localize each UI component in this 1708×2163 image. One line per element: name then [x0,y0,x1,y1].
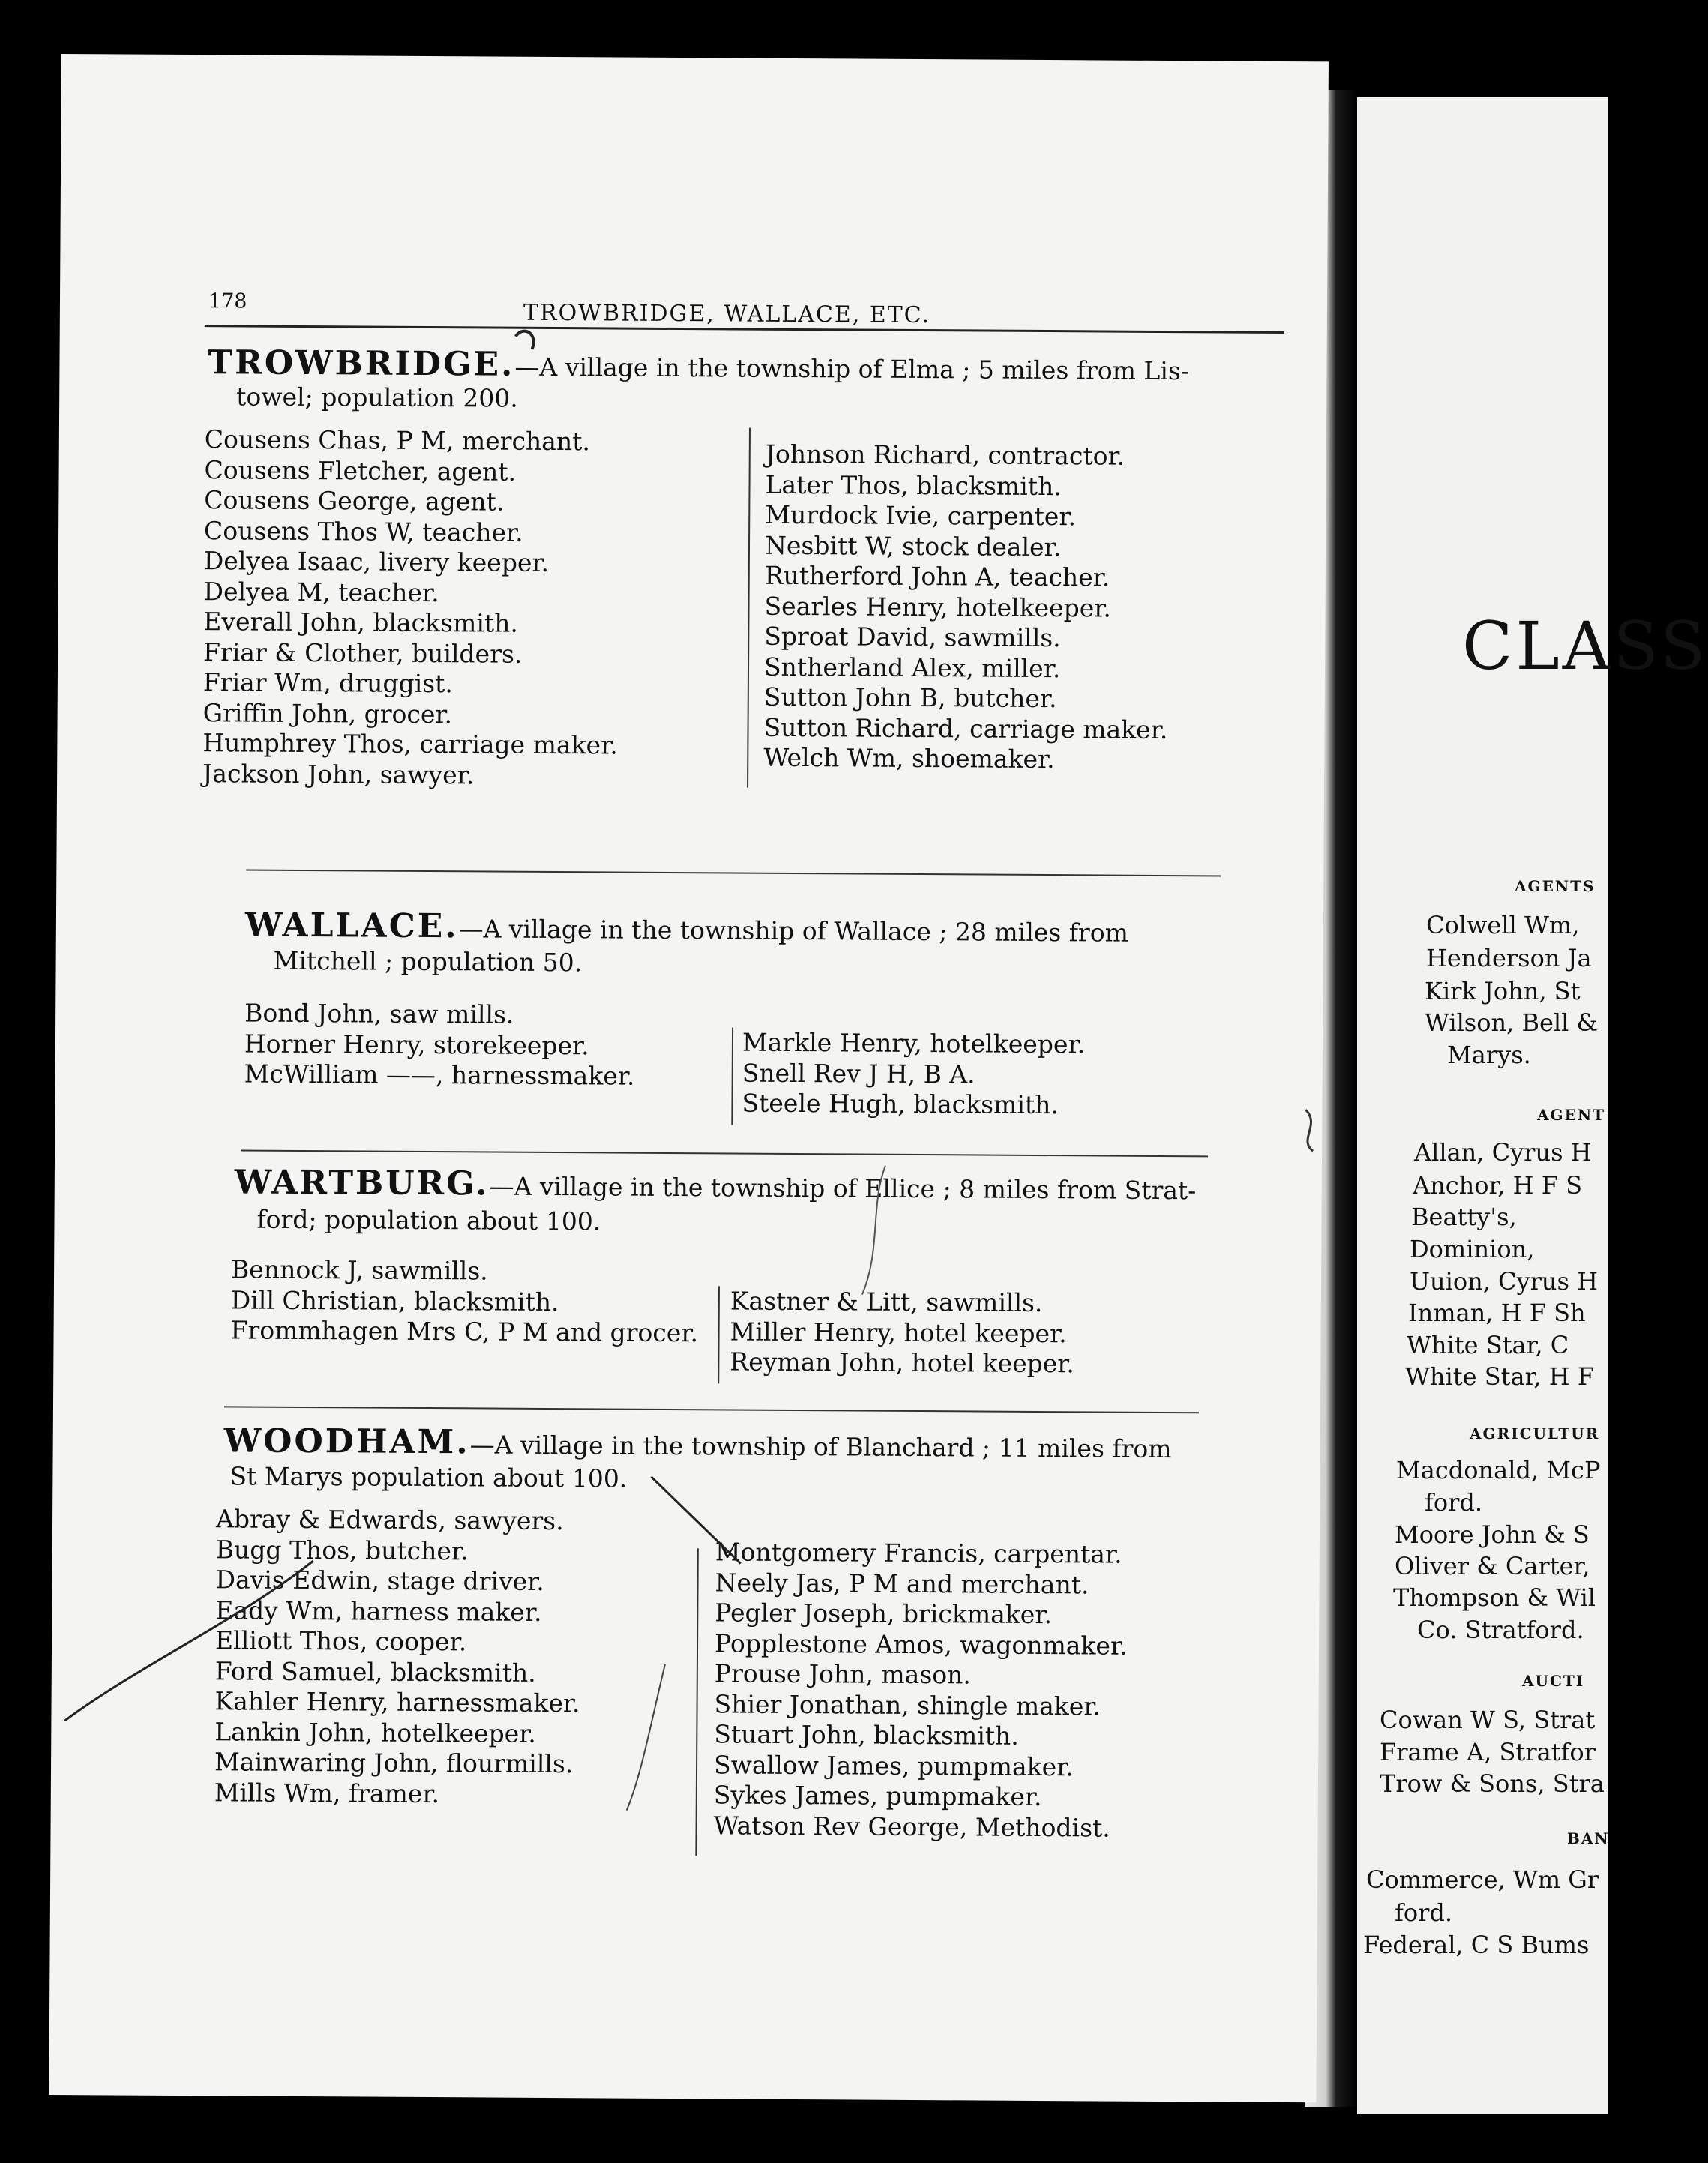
right-entry: Macdonald, McP [1396,1456,1601,1484]
section-description: —A village in the township of Blanchard ; 11 miles from [469,1430,1172,1464]
right-entry: Beatty's, [1411,1203,1517,1231]
right-entry: Colwell Wm, [1426,911,1580,939]
directory-entry: Prouse John, mason. [714,1658,972,1690]
right-entry: Oliver & Carter, [1395,1552,1590,1580]
directory-entry: Elliott Thos, cooper. [214,1625,467,1657]
directory-entry: Cousens George, agent. [204,485,505,517]
directory-entry: Snell Rev J H, B A. [742,1058,975,1089]
directory-entry: Everall John, blacksmith. [203,607,519,638]
directory-entry: Pegler Joseph, brickmaker. [715,1598,1053,1630]
right-entry: Commerce, Wm Gr [1366,1865,1599,1894]
directory-entry: Ford Samuel, blacksmith. [214,1655,536,1688]
right-entry: Thompson & Wil [1393,1583,1596,1612]
directory-entry: Later Thos, blacksmith. [765,469,1062,501]
directory-entry: Bugg Thos, butcher. [215,1534,469,1565]
directory-entry: Abray & Edwards, sawyers. [215,1504,564,1536]
directory-entry: Mainwaring John, flourmills. [214,1747,574,1779]
directory-entry: Cousens Chas, P M, merchant. [204,424,591,457]
directory-entry: Rutherford John A, teacher. [764,560,1110,592]
left-page [49,54,1329,2102]
directory-entry: Bond John, saw mills. [244,998,514,1029]
directory-entry: McWilliam ——, harnessmaker. [244,1059,635,1091]
right-entry: Kirk John, St [1425,977,1581,1005]
page-number: 178 [208,289,247,313]
directory-entry: Cousens Fletcher, agent. [204,454,517,487]
right-entry: Co. Stratford. [1417,1616,1584,1644]
place-name: WALLACE. [244,906,459,946]
directory-entry: Montgomery Francis, carpentar. [715,1537,1122,1569]
directory-entry: Frommhagen Mrs C, P M and grocer. [230,1315,699,1348]
running-head: TROWBRIDGE, WALLACE, ETC. [523,299,931,329]
directory-entry: Murdock Ivie, carpenter. [765,499,1077,532]
directory-entry: Nesbitt W, stock dealer. [764,530,1062,562]
directory-entry: Eady Wm, harness maker. [215,1595,542,1627]
directory-entry: Swallow James, pumpmaker. [713,1749,1074,1781]
right-entry: Moore John & S [1395,1520,1590,1549]
directory-entry: Markle Henry, hotelkeeper. [742,1027,1086,1059]
directory-entry: Friar Wm, druggist. [202,667,453,699]
directory-entry: Watson Rev George, Methodist. [713,1810,1110,1843]
right-entry: Uuion, Cyrus H [1410,1267,1598,1296]
right-entry: Wilson, Bell & [1425,1008,1599,1037]
right-entry: White Star, C [1407,1331,1569,1359]
directory-entry: Johnson Richard, contractor. [765,439,1125,471]
section-description-continued: Mitchell ; population 50. [273,945,583,978]
right-group-heading-agents: AGENTS [1515,877,1596,895]
directory-entry: Kahler Henry, harnessmaker. [214,1686,580,1718]
directory-entry: Dill Christian, blacksmith. [230,1284,559,1317]
directory-entry: Delyea Isaac, livery keeper. [203,546,550,577]
directory-entry: Sntherland Alex, miller. [763,652,1061,683]
right-page-title: CLASS [1462,607,1708,685]
right-entry: Allan, Cyrus H [1414,1138,1592,1167]
directory-entry: Neely Jas, P M and merchant. [715,1567,1089,1599]
right-entry: Inman, H F Sh [1408,1299,1586,1327]
directory-entry: Shier Jonathan, shingle maker. [714,1688,1101,1721]
right-entry: Federal, C S Bums [1363,1931,1590,1959]
right-entry: Anchor, H F S [1413,1171,1583,1200]
directory-entry: Jackson John, sawyer. [202,758,475,789]
directory-entry: Sutton Richard, carriage maker. [763,712,1168,744]
directory-entry: Popplestone Amos, wagonmaker. [714,1628,1128,1661]
right-entry: Trow & Sons, Stra [1380,1769,1605,1798]
directory-entry: Searles Henry, hotelkeeper. [764,591,1112,623]
directory-entry: Sutton John B, butcher. [763,682,1057,714]
right-entry: Dominion, [1410,1235,1535,1263]
directory-entry: Cousens Thos W, teacher. [204,515,523,547]
right-entry: Marys. [1447,1041,1531,1069]
directory-entry: Reyman John, hotel keeper. [730,1347,1075,1379]
right-entry: Frame A, Stratfor [1380,1738,1596,1766]
right-entry: Cowan W S, Strat [1380,1706,1596,1734]
section-description-continued: St Marys population about 100. [229,1461,628,1493]
directory-entry: Griffin John, grocer. [202,697,453,729]
directory-entry: Horner Henry, storekeeper. [244,1029,589,1060]
directory-entry: Bennock J, sawmills. [230,1254,488,1286]
place-name: WARTBURG. [234,1163,490,1203]
right-group-heading-agent: AGENT [1537,1106,1606,1124]
directory-entry: Mills Wm, framer. [214,1777,440,1808]
directory-entry: Sykes James, pumpmaker. [713,1780,1042,1812]
right-entry: White Star, H F [1405,1362,1594,1391]
right-group-heading-agricultural: AGRICULTUR [1470,1425,1600,1442]
place-name: TROWBRIDGE. [208,343,515,384]
directory-entry: Welch Wm, shoemaker. [763,742,1055,774]
directory-entry: Humphrey Thos, carriage maker. [202,728,618,760]
place-name: WOODHAM. [223,1422,470,1462]
directory-entry: Kastner & Litt, sawmills. [730,1286,1043,1318]
section-description-continued: towel; population 200. [236,382,518,413]
right-entry: ford. [1425,1488,1483,1517]
right-group-heading-auctioneers: AUCTI [1522,1672,1585,1690]
directory-entry: Delyea M, teacher. [203,576,439,607]
right-group-heading-banks: BAN [1567,1829,1610,1847]
directory-entry: Friar & Clother, builders. [203,637,523,669]
section-description: —A village in the township of Ellice ; 8 miles from Strat- [489,1171,1197,1206]
directory-entry: Stuart John, blacksmith. [714,1719,1019,1751]
section-description-continued: ford; population about 100. [256,1204,601,1236]
section-description: —A village in the township of Wallace ; 28 miles from [458,914,1129,948]
section-description: —A village in the township of Elma ; 5 miles from Lis- [514,352,1190,386]
directory-entry: Miller Henry, hotel keeper. [730,1316,1067,1348]
directory-entry: Steele Hugh, blacksmith. [742,1088,1059,1120]
directory-entry: Davis Edwin, stage driver. [215,1565,544,1596]
right-entry: Henderson Ja [1426,944,1592,972]
directory-entry: Lankin John, hotelkeeper. [214,1716,536,1748]
right-entry: ford. [1395,1898,1453,1927]
directory-entry: Sproat David, sawmills. [764,621,1061,653]
